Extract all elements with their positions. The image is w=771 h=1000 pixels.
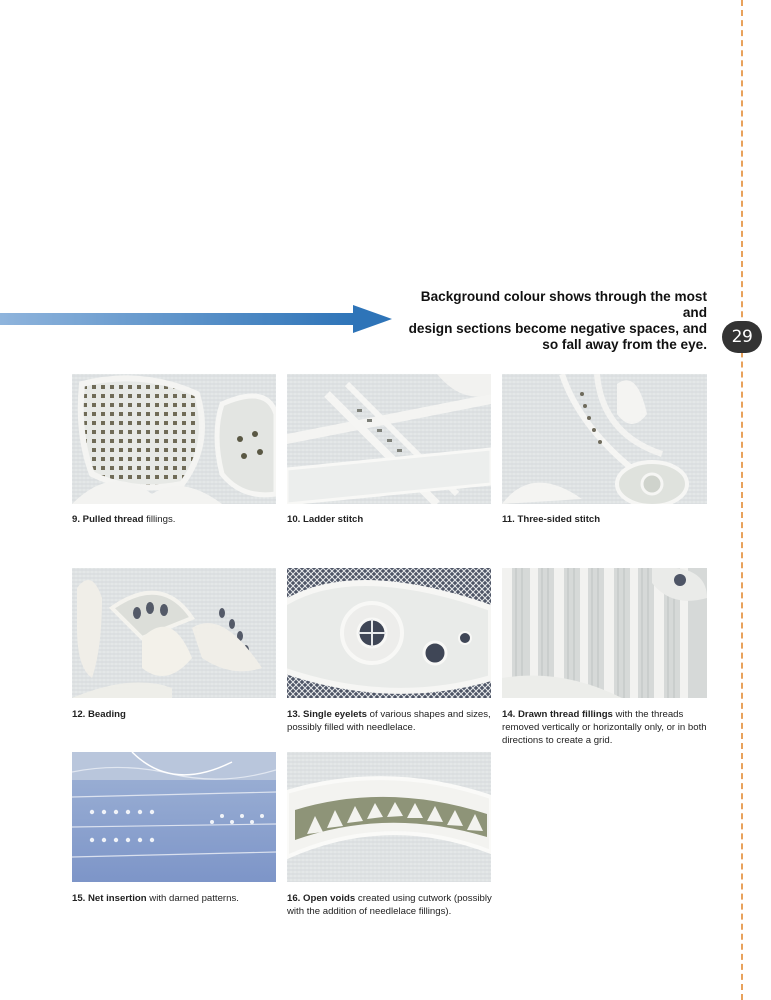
blue-arrow-graphic — [0, 301, 392, 337]
page-number-badge: 29 — [722, 321, 762, 353]
caption-11-title: 11. Three-sided stitch — [502, 514, 601, 525]
caption-9-title: 9. Pulled thread — [72, 514, 144, 525]
caption-figure-13 — [287, 708, 492, 734]
caption-14-text: with the threads removed vertically or horizontally only, or in both directions to create a grid. — [502, 709, 707, 746]
callout-line-1: Background colour shows through the most and — [420, 289, 707, 320]
caption-figure-10 — [287, 513, 492, 526]
caption-figure-16 — [287, 892, 492, 918]
photo-net-insertion — [72, 752, 276, 882]
caption-figure-15 — [72, 892, 277, 905]
caption-16-text: created using cutwork (possibly with the addition of needlelace fillings). — [287, 893, 492, 917]
caption-14-title: 14. Drawn thread fillings — [502, 709, 613, 720]
caption-16-title: 16. Open voids — [287, 893, 356, 904]
photo-three-sided-stitch — [502, 374, 707, 504]
caption-figure-11 — [502, 513, 707, 526]
caption-figure-14 — [502, 708, 707, 747]
callout-line-3: so fall away from the eye. — [542, 337, 707, 352]
photo-open-voids — [287, 752, 491, 882]
caption-15-title: 15. Net insertion — [72, 893, 147, 904]
caption-13-title: 13. Single eyelets — [287, 709, 367, 720]
caption-12-title: 12. Beading — [72, 709, 126, 720]
callout-line-2: design sections become negative spaces, and — [408, 321, 707, 336]
caption-9-text: fillings. — [143, 514, 176, 525]
caption-13-text: of various shapes and sizes, possibly filled with needlelace. — [287, 709, 491, 733]
callout-text — [395, 289, 707, 353]
photo-pulled-thread — [72, 374, 276, 504]
caption-15-text: with darned patterns. — [146, 893, 239, 904]
photo-drawn-thread-fillings — [502, 568, 707, 698]
photo-beading — [72, 568, 276, 698]
page-edge-dashed-line — [741, 0, 743, 1000]
caption-figure-12 — [72, 708, 277, 721]
photo-ladder-stitch — [287, 374, 491, 504]
caption-10-title: 10. Ladder stitch — [287, 514, 364, 525]
photo-single-eyelets — [287, 568, 491, 698]
caption-figure-9 — [72, 513, 277, 526]
